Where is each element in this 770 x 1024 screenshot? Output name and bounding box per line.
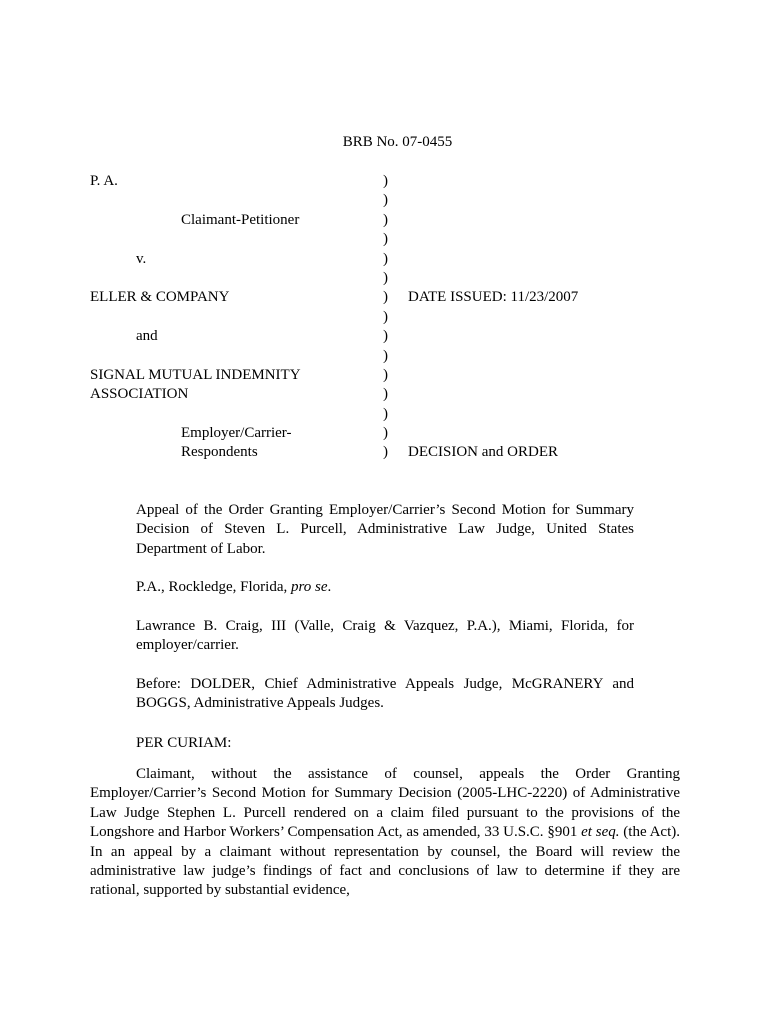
per-curiam-heading: PER CURIAM: [136, 735, 232, 751]
appeal-text: Appeal of the Order Granting Employer/Carrier’s Second Motion for Summary Decision of Steven L. Purcell, Administrative Law Judge, United States Department of Labor. [136, 502, 634, 557]
employer-counsel: Lawrance B. Craig, III (Valle, Craig & Vazquez, P.A.), Miami, Florida, for employer/carrier. [136, 618, 634, 654]
carrier-name-line2: ASSOCIATION [90, 386, 189, 402]
caption-paren: ) [383, 386, 388, 403]
respondent-role-line1: Employer/Carrier- [181, 425, 292, 441]
caption-paren: ) [383, 289, 388, 306]
appeal-paragraph [136, 501, 634, 559]
caption-paren: ) [383, 405, 388, 422]
date-issued: DATE ISSUED: 11/23/2007 [408, 289, 579, 305]
opinion-body [90, 765, 680, 901]
opinion-paragraph [90, 765, 680, 901]
conjunction: and [136, 328, 158, 344]
caption-paren: ) [383, 328, 388, 345]
caption-paren: ) [383, 211, 388, 228]
caption-paren: ) [383, 231, 388, 248]
caption-paren: ) [383, 192, 388, 209]
docket-number: BRB No. 07-0455 [342, 134, 453, 150]
carrier-name-line1: SIGNAL MUTUAL INDEMNITY [90, 367, 301, 383]
claimant-role: Claimant-Petitioner [181, 212, 300, 228]
claimant-counsel-prefix: P.A., Rockledge, Florida, [136, 579, 291, 595]
opinion-text-part2: (the Act). In an appeal by a claimant without representation by counsel, the Board will review the administrative law judge’s findings of fact and conclusions of law to determine if they are rational, supported by substantial evidence, [90, 824, 680, 899]
caption-paren: ) [383, 173, 388, 189]
claimant-counsel [136, 578, 634, 597]
claimant-counsel-paragraph [136, 578, 634, 597]
versus: v. [136, 251, 147, 267]
caption-paren: ) [383, 347, 388, 364]
claimant-name: P. A. [90, 173, 118, 189]
claimant-counsel-italic: pro se [291, 579, 328, 595]
opinion-text-part1: Claimant, without the assistance of counsel, appeals the Order Granting Employer/Carrier’s Second Motion for Summary Decision (2005-LHC-2220) of Administrative Law Judge Stephen L. Purcell rendered on a claim filed pursuant to the provisions of the Longshore and Harbor Workers’ Compensation Act, as amended, 33 U.S.C. §901 [90, 766, 680, 841]
claimant-counsel-suffix: . [327, 579, 332, 595]
per-curiam-heading-block [136, 734, 634, 753]
before-paragraph [136, 675, 634, 714]
employer-counsel-paragraph [136, 617, 634, 656]
panel-judges: Before: DOLDER, Chief Administrative Appeals Judge, McGRANERY and BOGGS, Administrative Appeals Judges. [136, 676, 634, 712]
respondent-role-line2: Respondents [181, 444, 258, 460]
opinion-text-italic: et seq. [581, 824, 620, 841]
caption-paren: ) [383, 250, 388, 267]
caption-paren-column [383, 172, 388, 463]
employer-name: ELLER & COMPANY [90, 289, 230, 305]
caption-paren: ) [383, 444, 388, 461]
caption-paren: ) [383, 425, 388, 442]
document-type: DECISION and ORDER [408, 444, 558, 460]
caption-paren: ) [383, 366, 388, 383]
caption-paren: ) [383, 308, 388, 325]
caption-paren: ) [383, 269, 388, 286]
